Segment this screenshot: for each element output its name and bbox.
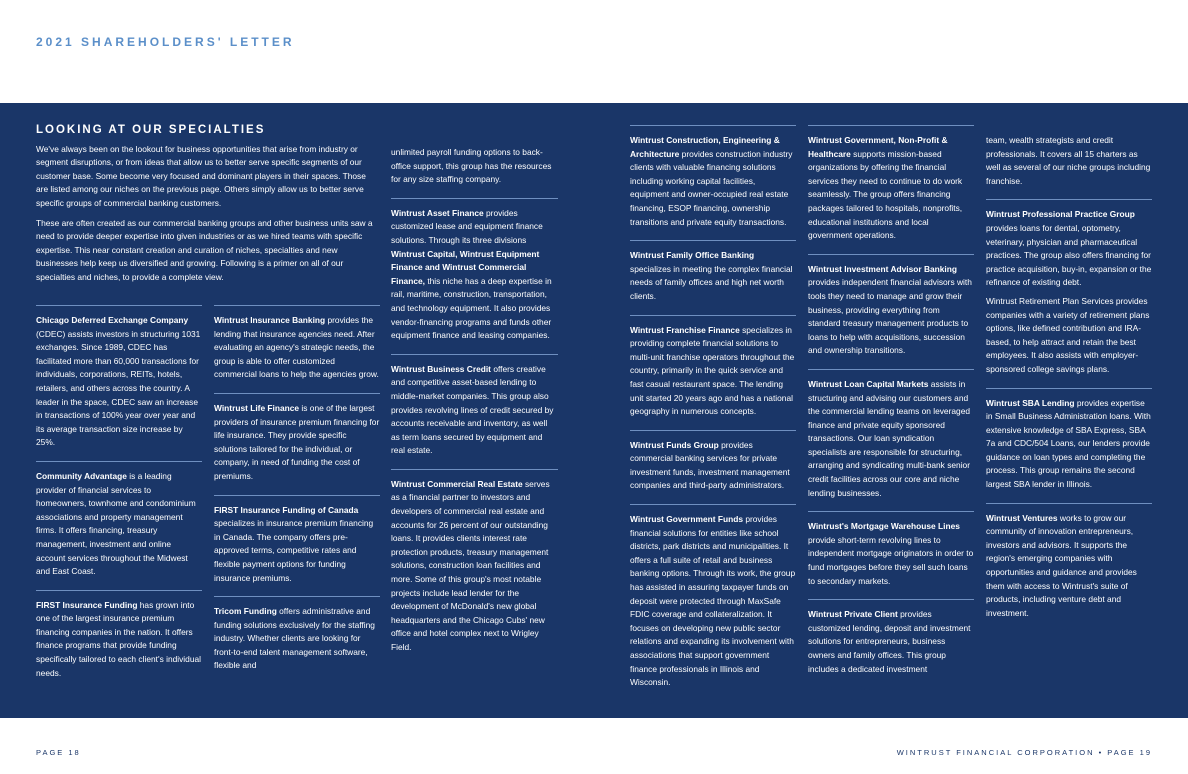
entry-name: Wintrust Construction, Engineering & Architecture — [630, 135, 780, 159]
entry-name: Tricom Funding — [214, 606, 277, 617]
entry-text: has grown into one of the largest insurance premium financing companies in the nation. It offers finance programs that provide funding specifically tailored to each client's individual needs. — [36, 599, 201, 678]
divider — [808, 369, 974, 370]
entry-text: supports mission-based organizations by offering the financial services they need to continue to do work seamlessly. The group offers financing packages tailored to hospitals, nonprofits, educational institutions and local government operations. — [808, 148, 963, 241]
divider — [808, 511, 974, 512]
entry-text: offers creative and competitive asset-based lending to middle-market companies. This group also provides revolving lines of credit secured by accounts receivable and inventory, as well as term loans secured by equipment and real estate. — [391, 363, 554, 456]
divider — [630, 125, 796, 126]
entry-chicago-deferred — [36, 314, 202, 450]
entry-text: is one of the largest providers of insurance premium financing for life insurance. They provide specific solutions tailored for the individual, or company, in need of funding the cost of premiums. — [214, 402, 380, 481]
divider — [630, 315, 796, 316]
entry-text: serves as a financial partner to investors and developers of commercial real estate and accounts for 26 percent of our outstanding loans. It provides clients interest rate protection products, treasury management solutions, construction loan facilities and more. Some of this group's most notable projects include lead lender for the development of McDonald's new global headquarters and the Chicago Cubs' new office and hotel complex next to Wrigley Field. — [391, 478, 550, 652]
divider — [214, 393, 380, 394]
divider — [808, 599, 974, 600]
entry-text: provides customized lending, deposit and investment solutions for entrepreneurs, business owners and family offices. This group includes a dedicated investment — [808, 609, 971, 674]
entry-mortgage-warehouse — [808, 520, 974, 588]
entry-text: works to grow our community of innovation entrepreneurs, investors and advisors. It supports the region's emerging companies with opportunities and guidance and provides them with access to Wintrust's suite of products, including venture debt and investment. — [986, 512, 1137, 618]
entry-name: Community Advantage — [36, 470, 127, 481]
entry-professional-practice — [986, 208, 1152, 290]
column-5 — [808, 125, 974, 676]
entry-business-credit — [391, 363, 558, 458]
divider — [630, 504, 796, 505]
divider — [630, 240, 796, 241]
entry-name: Chicago Deferred Exchange Company — [36, 315, 189, 325]
entry-name: Wintrust Family Office Banking — [630, 250, 755, 261]
entry-text: provides financial solutions for entities like school districts, park districts and municipalities. It offers a full suite of retail and business banking options. Through its work, the group has assisted in assuring taxpayer funds on deposit were protected through MaxSafe FDIC coverage and collateralization. It focuses on developing new public sector relations and expanding its involvement with associations that support government finance professionals in Illinois and Wisconsin. — [630, 514, 796, 688]
entry-name: Wintrust Business Credit — [391, 363, 491, 374]
divider — [986, 388, 1152, 389]
entry-tricom-continued: unlimited payroll funding options to back-office support, this group has the resources for any size staffing company. — [391, 147, 552, 185]
entry-text: provides the lending that insurance agencies need. After evaluating an agency's strategic needs, the group is able to offer customized commercial loans to help the agencies grow. — [214, 315, 379, 380]
entry-name: FIRST Insurance Funding — [36, 599, 138, 610]
divider — [36, 305, 202, 306]
entry-name: Wintrust Private Client — [808, 609, 898, 620]
entry-name: Wintrust Commercial Real Estate — [391, 478, 523, 489]
entry-name: Wintrust Insurance Banking — [214, 315, 326, 325]
section-title: LOOKING AT OUR SPECIALTIES — [36, 124, 266, 136]
entry-name: Wintrust SBA Lending — [986, 397, 1075, 408]
divider — [986, 503, 1152, 504]
entry-first-insurance-funding — [36, 599, 202, 681]
page-header-title: 2021 SHAREHOLDERS' LETTER — [36, 35, 295, 49]
entry-text: specializes in insurance premium financing in Canada. The company offers pre-approved terms, competitive rates and flexible payment options for funding insurance premiums. — [214, 518, 374, 583]
entry-life-finance — [214, 402, 380, 484]
entry-text: provides loans for dental, optometry, veterinary, physician and pharmaceutical practices. The group also offers financing for practice acquisition, buy-in, expansion or the refinance of existing debt. — [986, 222, 1152, 288]
entry-name: Wintrust Professional Practice Group — [986, 209, 1135, 220]
entry-text: offers administrative and funding solutions exclusively for the staffing industry. Whether clients are looking for front-to-end talent management software, flexible and — [214, 606, 375, 671]
divider — [630, 430, 796, 431]
entry-text: is a leading provider of financial services to homeowners, townhome and condominium associations and property management firms. It offers financing, treasury management, investment and online account services throughout the Midwest and East Coast. — [36, 470, 196, 577]
entry-text: this niche has a deep expertise in rail, maritime, construction, transportation, and technology equipment. It also provides vendor-financing programs and funds other equipment finance and leasing companies. — [391, 275, 552, 341]
entry-franchise-finance — [630, 324, 796, 419]
entry-family-office — [630, 249, 796, 303]
entry-text: specializes in meeting the complex financial needs of family offices and high net worth clients. — [630, 263, 793, 301]
divider — [986, 199, 1152, 200]
column-1 — [36, 305, 202, 680]
entry-name: Wintrust Government, Non-Profit & Healthcare — [808, 135, 948, 159]
entry-insurance-banking — [214, 314, 380, 382]
intro-paragraph-1: We've always been on the lookout for business opportunities that arise from industry or segment disruptions, or from ideas that allow us to better serve specific segments of our customer base. Some become very focused and dominant players in their spaces. Those are listed among our niches on the previous page. Others simply allow us to better serve specific groups of commercial banking customers. — [36, 143, 366, 208]
entry-name: Wintrust Funds Group — [630, 439, 719, 450]
divider — [391, 198, 558, 199]
entry-name: Wintrust Ventures — [986, 512, 1058, 523]
divider — [391, 469, 558, 470]
entry-text: specializes in providing complete financial solutions to multi-unit franchise operators throughout the country, primarily in the quick service and fast casual restaurant space. The lending unit started 20 years ago and has a national geography in numerous concepts. — [630, 324, 795, 417]
entry-name: Wintrust Government Funds — [630, 514, 743, 525]
column-2 — [214, 305, 380, 673]
intro-paragraph-2: These are often created as our commercial banking groups and other business units saw a need to provide deeper expertise into given industries or as we hired teams with specific expertise. This near constant creation and curation of niches, specialties and new businesses help keep us diversified and growing. Following is a primer on all of our specialties and niches, to provide a complete view. — [36, 217, 373, 282]
column-6 — [986, 134, 1152, 620]
entry-asset-finance — [391, 207, 558, 343]
entry-text: assists in structuring and advising our customers and the commercial lending teams on leveraged finance and private equity sponsored transactions. Our loan syndication specialists are responsible for structuring, arranging and syndicating multi-bank senior credit facilities across our core and niche lending businesses. — [808, 378, 971, 498]
entry-text: provides customized lease and equipment finance solutions. Through its three divisions — [391, 207, 543, 245]
entry-text: provides expertise in Small Business Administration loans. With extensive knowledge of SBA Express, SBA 7a and CDC/504 Loans, our lenders provide guidance on loan types and completing the process. This group remains the second largest SBA lender in Illinois. — [986, 397, 1151, 490]
entry-text: provide short-term revolving lines to independent mortgage originators in order to fund mortgages before they sell such loans to secondary markets. — [808, 534, 974, 586]
entry-name: Wintrust Asset Finance — [391, 207, 484, 218]
entry-nonprofit-healthcare — [808, 134, 974, 243]
entry-ventures — [986, 512, 1152, 621]
entry-name: Wintrust Investment Advisor Banking — [808, 263, 957, 274]
divider — [214, 305, 380, 306]
entry-government-funds — [630, 513, 796, 690]
entry-retirement-plan-services: Wintrust Retirement Plan Services provides companies with a variety of retirement plans options, like defined contribution and IRA-based, to help attract and retain the best employees. It also assists with employer-sponsored college savings plans. — [986, 295, 1150, 374]
entry-name: Wintrust's Mortgage Warehouse Lines — [808, 521, 960, 532]
intro-section — [36, 124, 376, 285]
entry-tricom-funding — [214, 605, 380, 673]
entry-sba-lending — [986, 397, 1152, 492]
divider — [214, 596, 380, 597]
divider — [808, 125, 974, 126]
entry-construction — [630, 134, 796, 229]
entry-loan-capital-markets — [808, 378, 974, 500]
footer-page-left: PAGE 18 — [36, 748, 81, 757]
entry-text: provides independent financial advisors with tools they need to manage and grow their business, providing everything from standard treasury management products to loans to help with acquisitions, succession and ownership transitions. — [808, 277, 972, 356]
divider — [36, 590, 202, 591]
entry-first-insurance-canada — [214, 504, 380, 586]
entry-text: (CDEC) assists investors in structuring 1031 exchanges. Since 1989, CDEC has facilitated more than 60,000 transactions for individuals, corporations, REITs, hotels, retailers, and others across the country. A leader in the space, CDEC saw an increase in transactions of 100% year over year and its average transaction size increase by 25%. — [36, 328, 201, 448]
divider — [391, 354, 558, 355]
entry-name: FIRST Insurance Funding of Canada — [214, 504, 359, 515]
entry-funds-group — [630, 439, 796, 493]
divider — [214, 495, 380, 496]
entry-commercial-real-estate — [391, 478, 558, 655]
entry-name-divisions: Wintrust Capital, Wintrust Equipment Finance and Wintrust Commercial Finance, — [391, 248, 540, 286]
entry-private-client-continued: team, wealth strategists and credit professionals. It covers all 15 charters as well as several of our niche groups including franchise. — [986, 135, 1151, 186]
entry-private-client — [808, 608, 974, 676]
column-4 — [630, 125, 796, 690]
entry-name: Wintrust Life Finance — [214, 402, 300, 413]
entry-community-advantage — [36, 470, 202, 579]
entry-name: Wintrust Franchise Finance — [630, 324, 740, 335]
footer-page-right: WINTRUST FINANCIAL CORPORATION • PAGE 19 — [896, 748, 1152, 757]
divider — [36, 461, 202, 462]
divider — [808, 254, 974, 255]
entry-text: provides commercial banking services for private investment funds, investment management companies and third-party administrators. — [630, 439, 790, 491]
column-3 — [391, 146, 558, 655]
entry-text: provides construction industry clients with valuable financing solutions including working capital facilities, equipment and owner-occupied real estate financing, ESOP financing, ownership transitions and private equity transactions. — [630, 148, 793, 227]
entry-name: Wintrust Loan Capital Markets — [808, 378, 929, 389]
entry-investment-advisor — [808, 263, 974, 358]
